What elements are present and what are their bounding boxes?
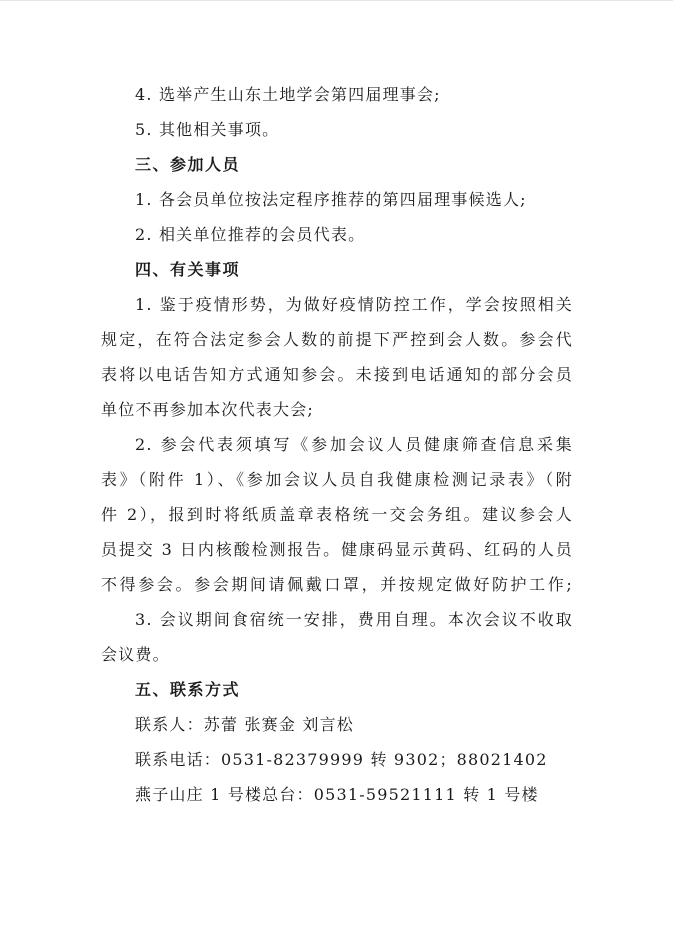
contact-phone: 联系电话：0531-82379999 转 9302；88021402 [135, 750, 548, 769]
matters-item-2-line-5: 不得参会。参会期间请佩戴口罩，并按规定做好防护工作; [101, 575, 573, 594]
matters-item-1-line-3: 表将以电话告知方式通知参会。未接到电话通知的部分会员 [101, 365, 573, 384]
matters-item-2-line-2: 表》（附件 1）、《参加会议人员自我健康检测记录表》（附 [101, 470, 573, 489]
matters-item-3-line-1: 3. 会议期间食宿统一安排，费用自理。本次会议不收取 [135, 610, 573, 629]
matters-item-2-line-4: 员提交 3 日内核酸检测报告。健康码显示黄码、红码的人员 [101, 540, 573, 559]
matters-item-3-line-2: 会议费。 [101, 645, 170, 664]
matters-item-2-line-1: 2. 参会代表须填写《参加会议人员健康筛查信息采集 [135, 435, 573, 454]
contact-front-desk: 燕子山庄 1 号楼总台：0531-59521111 转 1 号楼 [135, 785, 539, 804]
contact-persons: 联系人：苏蕾 张赛金 刘言松 [135, 715, 354, 734]
matters-item-1-line-4: 单位不再参加本次代表大会; [101, 400, 314, 419]
document-body [101, 77, 573, 812]
participants-item-2: 2. 相关单位推荐的会员代表。 [135, 225, 366, 244]
section-heading-participants: 三、参加人员 [135, 155, 241, 174]
matters-item-1-line-2: 规定，在符合法定参会人数的前提下严控到会人数。参会代 [101, 330, 573, 349]
matters-item-2-line-3: 件 2），报到时将纸质盖章表格统一交会务组。建议参会人 [101, 505, 573, 524]
section-heading-contact: 五、联系方式 [135, 680, 241, 699]
section-heading-matters: 四、有关事项 [135, 260, 241, 279]
agenda-item-4: 4. 选举产生山东土地学会第四届理事会; [135, 85, 441, 104]
matters-item-1-line-1: 1. 鉴于疫情形势，为做好疫情防控工作，学会按照相关 [135, 295, 573, 314]
participants-item-1: 1. 各会员单位按法定程序推荐的第四届理事候选人; [135, 190, 527, 209]
agenda-item-5: 5. 其他相关事项。 [135, 120, 280, 139]
